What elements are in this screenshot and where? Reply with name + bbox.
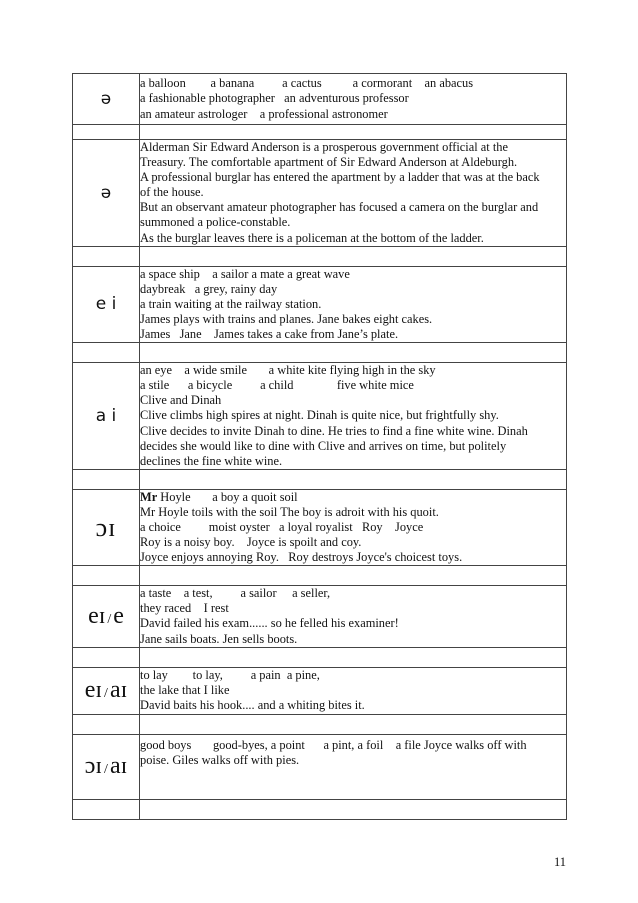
- page-number: 11: [553, 855, 566, 869]
- table-row: [73, 266, 567, 342]
- phoneme-symbol: ə: [73, 74, 140, 125]
- text-line: to lay to lay, a pain a pine,: [140, 667, 320, 682]
- example-text: [140, 489, 567, 565]
- text-line: a balloon a banana a cactus a cormorant an abacus: [140, 76, 474, 91]
- phoneme-symbol: ɔɪ: [73, 489, 140, 565]
- table-row: [73, 363, 567, 470]
- text-line: Clive climbs high spires at night. Dinah is quite nice, but frightfully shy.: [140, 408, 499, 423]
- text-line: a fashionable photographer an adventurous professor: [140, 91, 409, 106]
- text-line: James plays with trains and planes. Jane bakes eight cakes.: [140, 311, 433, 326]
- text-line: But an observant amateur photographer has focused a camera on the burglar and: [140, 200, 539, 215]
- text-line: a space ship a sailor a mate a great wave: [140, 266, 350, 281]
- spacer-row: [73, 799, 567, 819]
- speaker-label: Mr: [140, 489, 158, 504]
- spacer-row: [73, 714, 567, 734]
- table-row: [73, 586, 567, 647]
- text-line: Alderman Sir Edward Anderson is a prosperous government official at the: [140, 140, 508, 154]
- table-row: [73, 140, 567, 247]
- text-line: David failed his exam...... so he felled his examiner!: [140, 616, 399, 631]
- text-line: Clive and Dinah: [140, 393, 222, 408]
- separator-slash: /: [104, 686, 108, 702]
- phoneme-symbol: e i: [73, 266, 140, 342]
- phoneme-symbol: eɪ: [84, 677, 103, 704]
- example-text: [140, 74, 567, 125]
- example-text: [140, 140, 567, 247]
- phoneme-pair: [73, 586, 140, 647]
- phoneme-symbol: aɪ: [109, 753, 128, 780]
- text-line: summoned a police-constable.: [140, 215, 291, 230]
- text-line: an amateur astrologer a professional astronomer: [140, 106, 388, 121]
- spacer-row: [73, 343, 567, 363]
- example-text: [140, 266, 567, 342]
- text-line: a taste a test, a sailor a seller,: [140, 586, 331, 601]
- example-text: [140, 667, 567, 714]
- text-line: a train waiting at the railway station.: [140, 296, 322, 311]
- text-line: they raced I rest: [140, 601, 229, 616]
- text-line: decides she would like to dine with Clive and arrives on time, but politely: [140, 438, 507, 453]
- phoneme-symbol: ə: [73, 140, 140, 247]
- spacer-row: [73, 647, 567, 667]
- text-line: a stile a bicycle a child five white mice: [140, 378, 414, 393]
- text-line: Joyce enjoys annoying Roy. Roy destroys Joyce's choicest toys.: [140, 550, 463, 565]
- text-line: a choice moist oyster a loyal royalist Roy Joyce: [140, 519, 424, 534]
- text-line: Treasury. The comfortable apartment of Sir Edward Anderson at Aldeburgh.: [140, 155, 518, 170]
- text-line: declines the fine white wine.: [140, 453, 283, 468]
- phoneme-pair: [73, 667, 140, 714]
- phoneme-symbol: aɪ: [109, 677, 128, 704]
- separator-slash: /: [107, 611, 112, 627]
- text-line: the lake that I like: [140, 682, 230, 697]
- text-line: [140, 490, 566, 505]
- text-line: James Jane James takes a cake from Jane’s plate.: [140, 327, 399, 342]
- text-line: daybreak a grey, rainy day: [140, 281, 278, 296]
- text-line-rest: Hoyle a boy a quoit soil: [157, 489, 298, 504]
- phonetics-table: [72, 73, 567, 820]
- table-row: [73, 74, 567, 125]
- spacer-row: [73, 469, 567, 489]
- table-row: [73, 489, 567, 565]
- phoneme-symbol: ɔɪ: [84, 753, 103, 780]
- spacer-row: [73, 125, 567, 140]
- text-line: of the house.: [140, 185, 204, 200]
- phoneme-symbol: a i: [73, 363, 140, 470]
- example-text: [140, 734, 567, 799]
- phoneme-symbol: eɪ: [88, 602, 106, 629]
- table-row: [73, 734, 567, 799]
- spacer-row: [73, 566, 567, 586]
- text-line: good boys good-byes, a point a pint, a foil a file Joyce walks off with: [140, 737, 527, 752]
- example-text: [140, 586, 567, 647]
- text-line: Mr Hoyle toils with the soil The boy is adroit with his quoit.: [140, 504, 439, 519]
- separator-slash: /: [104, 762, 108, 778]
- phoneme-symbol: e: [113, 602, 124, 629]
- spacer-row: [73, 246, 567, 266]
- text-line: poise. Giles walks off with pies.: [140, 752, 300, 767]
- table-row: [73, 667, 567, 714]
- text-line: Clive decides to invite Dinah to dine. He tries to find a fine white wine. Dinah: [140, 423, 528, 438]
- text-line: Jane sails boats. Jen sells boots.: [140, 631, 298, 646]
- phoneme-pair: [73, 734, 140, 799]
- text-line: A professional burglar has entered the apartment by a ladder that was at the back: [140, 170, 540, 185]
- text-line: Roy is a noisy boy. Joyce is spoilt and coy.: [140, 535, 362, 550]
- text-line: As the burglar leaves there is a policeman at the bottom of the ladder.: [140, 230, 484, 245]
- text-line: an eye a wide smile a white kite flying high in the sky: [140, 363, 436, 378]
- example-text: [140, 363, 567, 470]
- text-line: David baits his hook.... and a whiting bites it.: [140, 697, 365, 712]
